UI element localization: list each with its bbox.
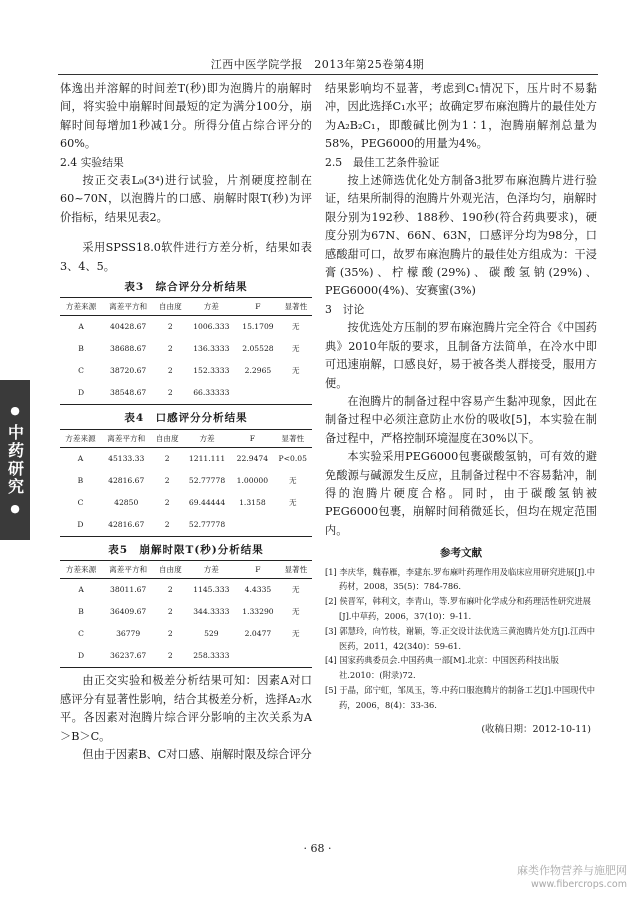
paragraph: 但由于因素B、C对口感、崩解时限及综合评分: [82, 747, 312, 761]
table-cell: 2: [164, 475, 170, 485]
table-cell: 52.77778: [188, 475, 226, 485]
table-row: [60, 492, 312, 514]
table-cell: [280, 382, 312, 405]
table-cell: 40428.67: [110, 322, 147, 332]
table-row: [60, 316, 312, 339]
table-cell: 36409.67: [110, 607, 147, 617]
section-heading: 2.5 最佳工艺条件验证: [325, 155, 440, 169]
references-title: 参考文献: [440, 547, 482, 560]
table-header-cell: 方差来源: [60, 561, 102, 579]
header-divider: [58, 74, 598, 75]
table-cell: 2: [167, 629, 173, 639]
table-cell: 258.3333: [193, 651, 230, 661]
table-cell: 1.3158: [239, 497, 266, 507]
table-cell: 2: [164, 519, 170, 529]
left-column: [60, 80, 312, 764]
table-header-cell: F: [236, 298, 279, 316]
table-row: [60, 601, 312, 623]
table-row: [60, 470, 312, 492]
table-header-row: [60, 429, 312, 447]
table-cell: [236, 645, 279, 668]
table-header-row: [60, 561, 312, 579]
table-cell: 2: [164, 453, 170, 463]
table-cell: 1211.111: [188, 453, 226, 463]
table-cell: [274, 514, 313, 537]
reference-item: [2] 侯晋军，韩利文，李青山，等.罗布麻叶化学成分和药理活性研究进展[J].中草药，2006，37(10)：9-11.: [325, 596, 591, 621]
table-cell: 152.3333: [193, 366, 230, 376]
table-cell: 2.05528: [242, 344, 274, 354]
table-cell: [231, 514, 273, 537]
reference-list: [325, 565, 597, 713]
table-cell: 无: [288, 497, 297, 507]
table-header-cell: 离差平方和: [102, 561, 154, 579]
table-cell: 无: [292, 344, 300, 354]
table-cell: B: [77, 475, 84, 485]
table-cell: 38011.67: [110, 585, 147, 595]
table-header-cell: 自由度: [154, 561, 186, 579]
paragraph: 体逸出并溶解的时间差T(秒)即为泡腾片的崩解时间，将实验中崩解时间最短的定为满分100分，崩解时间每增加1秒减1分。所得分值占综合评分的60%。: [60, 82, 312, 151]
table-cell: 38688.67: [110, 344, 147, 354]
table-header-cell: F: [231, 429, 273, 447]
table-cell: C: [77, 497, 84, 507]
table-cell: 2.2965: [244, 366, 272, 376]
table-cell: C: [78, 629, 84, 639]
table-cell: 2: [164, 497, 170, 507]
table-cell: A: [78, 585, 84, 595]
table-cell: 22.9474: [236, 453, 269, 463]
table-cell: 2: [167, 607, 173, 617]
table-cell: 2: [167, 585, 173, 595]
table-header-cell: 显著性: [280, 298, 312, 316]
table-header-cell: F: [236, 561, 279, 579]
paragraph: 结果影响均不显著，考虑到C₁情况下，压片时不易黏冲，因此选择C₁水平；故确定罗布麻泡腾片的最佳处方为A₂B₂C₁，即酸碱比例为1∶1，泡腾崩解剂总量为58%，PEG6000的用量为4%。: [325, 82, 597, 151]
table-cell: A: [78, 322, 84, 332]
table-cell: C: [78, 366, 84, 376]
table-disintegration-time: [60, 560, 312, 668]
table-cell: D: [77, 519, 84, 529]
table-cell: 2: [167, 388, 173, 398]
table-row: [60, 514, 312, 537]
table-row: [60, 382, 312, 405]
table-cell: 42816.67: [108, 519, 145, 529]
table-cell: 529: [204, 629, 219, 639]
table-cell: 38720.67: [110, 366, 147, 376]
section-heading: 2.4 实验结果: [60, 155, 124, 169]
section-heading: 3 讨论: [325, 302, 365, 316]
table-cell: 无: [288, 475, 297, 485]
table-header-row: [60, 298, 312, 316]
table-cell: 无: [292, 366, 300, 376]
table-cell: 38548.67: [110, 388, 147, 398]
table-cell: 69.44444: [188, 497, 226, 507]
table-cell: 52.77778: [188, 519, 226, 529]
table-header-cell: 方差来源: [60, 298, 102, 316]
site-watermark: [517, 864, 627, 892]
table-title: 表4 口感评分分析结果: [124, 412, 248, 425]
table-cell: 4.4335: [244, 585, 272, 595]
table-header-cell: 自由度: [152, 429, 183, 447]
reference-item: [5] 于晶，邱宁虹，邹凤玉，等.中药口服泡腾片的制备工艺[J].中国现代中药，2006，8(4)：33-36.: [325, 684, 596, 710]
table-header-cell: 方差: [186, 561, 236, 579]
reference-item: [4] 国家药典委员会.中国药典一部[M].北京：中国医药科技出版社.2010：(附录)72.: [325, 655, 559, 681]
table-cell: 2.0477: [244, 629, 272, 639]
table-cell: B: [78, 344, 84, 354]
table-cell: 无: [292, 629, 300, 639]
table-cell: 36237.67: [110, 651, 147, 661]
table-cell: B: [78, 607, 84, 617]
table-cell: 2: [167, 366, 173, 376]
table-cell: [280, 645, 312, 668]
table-cell: 无: [292, 585, 300, 595]
table-row: [60, 623, 312, 645]
paragraph: 按上述筛选优化处方制备3批罗布麻泡腾片进行验证，结果所制得的泡腾片外观光洁，色泽均匀，崩解时限分别为192秒、188秒、190秒(符合药典要求)，硬度分别为67N、66N、63N，口感评分均为98分，口感酸甜可口，故罗布麻泡腾片的最佳处方组成为：干浸膏(35%)、柠檬酸(29%)、碳酸氢钠(29%)、PEG6000(4%)、安赛蜜(3%): [325, 174, 597, 298]
table-cell: 2: [167, 344, 173, 354]
table-cell: 36779: [116, 629, 141, 639]
table-cell: 42850: [114, 497, 139, 507]
table-cell: 66.33333: [193, 388, 230, 398]
table-row: [60, 360, 312, 382]
table-cell: [236, 382, 279, 405]
table-cell: 42816.67: [108, 475, 145, 485]
table-row: [60, 338, 312, 360]
table-title: 表5 崩解时限T(秒)分析结果: [108, 543, 264, 556]
paragraph: 按正交表L₉(3⁴)进行试验，片剂硬度控制在60~70N，以泡腾片的口感、崩解时限T(秒)为评价指标，结果见表2。: [60, 174, 312, 224]
section-label: 中药研究: [5, 424, 25, 496]
watermark-name: 麻类作物营养与施肥网: [517, 864, 627, 877]
table-header-cell: 离差平方和: [102, 298, 154, 316]
table-cell: 1145.333: [193, 585, 230, 595]
table-cell: 45133.33: [108, 453, 145, 463]
table-cell: 136.3333: [193, 344, 230, 354]
table-cell: 2: [167, 322, 173, 332]
table-cell: P<0.05: [278, 453, 307, 463]
table-cell: 1.00000: [236, 475, 269, 485]
reference-item: [3] 郭慧玲，向竹枝，谢颖，等.正交设计法优选三黄泡腾片处方[J].江西中医药，2011，42(340)：59-61.: [325, 625, 596, 651]
paragraph: 在泡腾片的制备过程中容易产生黏冲现象，因此在制备过程中必须注意防止水份的吸收[5]，本实验在制备过程中，严格控制环境湿度在30%以下。: [325, 394, 597, 445]
table-composite-score: [60, 297, 312, 405]
table-cell: 无: [292, 322, 300, 332]
bullet-dot-icon: ●: [10, 502, 20, 515]
table-cell: D: [78, 651, 85, 661]
watermark-url: www.fibercrops.com: [530, 879, 627, 890]
paragraph: 本实验采用PEG6000包裹碳酸氢钠，可有效的避免酸源与碱源发生反应，且制备过程中不容易黏冲，制得的泡腾片硬度合格。同时，由于碳酸氢钠被PEG6000包裹，崩解时间稍微延长，但均在规定范围内。: [325, 450, 597, 537]
table-taste-score: [60, 429, 312, 537]
table-cell: A: [77, 453, 84, 463]
table-row: [60, 579, 312, 602]
right-column: [325, 80, 597, 739]
table-cell: 1.33290: [242, 607, 274, 617]
section-side-tab: [0, 380, 30, 540]
paragraph: 按优选处方压制的罗布麻泡腾片完全符合《中国药典》2010年版的要求，且制备方法简单，在冷水中即可迅速崩解，口感良好，易于被各类人群接受，服用方便。: [325, 321, 597, 390]
table-cell: 344.3333: [193, 607, 230, 617]
spacer: [60, 227, 312, 239]
table-row: [60, 447, 312, 470]
paragraph: 由正交实验和极差分析结果可知：因素A对口感评分有显著性影响，结合其极差分析，选择A₂水平。各因素对泡腾片综合评分影响的主次关系为A＞B＞C。: [60, 674, 312, 743]
table-header-cell: 方差来源: [60, 429, 101, 447]
table-header-cell: 显著性: [280, 561, 312, 579]
table-header-cell: 方差: [183, 429, 231, 447]
table-header-cell: 显著性: [274, 429, 313, 447]
table-header-cell: 离差平方和: [101, 429, 152, 447]
table-header-cell: 方差: [186, 298, 236, 316]
page-number: · 68 ·: [303, 842, 332, 855]
table-row: [60, 645, 312, 668]
table-title: 表3 综合评分分析结果: [124, 281, 248, 294]
journal-header: 江西中医学院学报 2013年第25卷第4期: [210, 58, 425, 71]
table-cell: 2: [167, 651, 173, 661]
paragraph: 采用SPSS18.0软件进行方差分析，结果如表3、4、5。: [60, 241, 312, 273]
reference-item: [1] 李庆华，魏春雁，李建东.罗布麻叶药理作用及临床应用研究进展[J].中药材，2008，35(5)：784-786.: [325, 566, 596, 592]
table-cell: D: [78, 388, 85, 398]
table-cell: 1006.333: [193, 322, 230, 332]
table-cell: 15.1709: [242, 322, 274, 332]
bullet-dot-icon: ●: [10, 404, 20, 417]
table-cell: 无: [292, 607, 300, 617]
received-date: (收稿日期：2012-10-11): [481, 723, 591, 735]
table-header-cell: 自由度: [154, 298, 186, 316]
